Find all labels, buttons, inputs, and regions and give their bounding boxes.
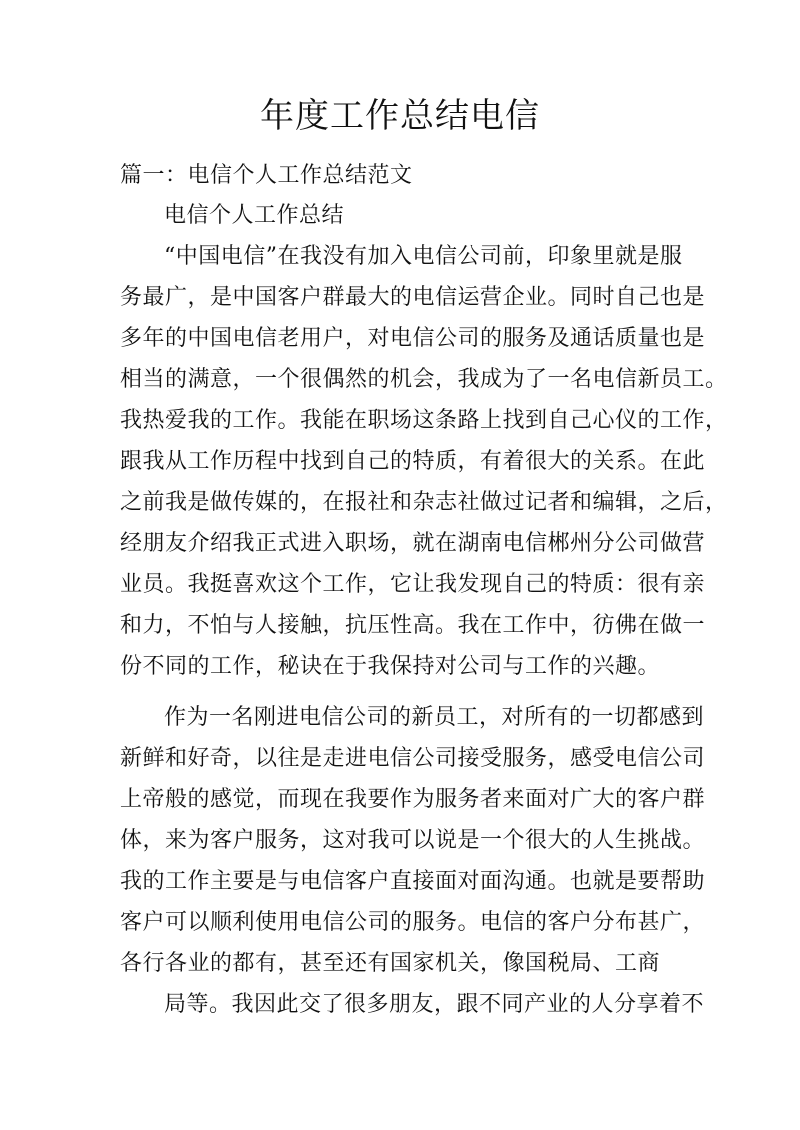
paragraph-line: 作为一名刚进电信公司的新员工，对所有的一切都感到 bbox=[164, 705, 705, 730]
paragraph-line: 我的工作主要是与电信客户直接面对面沟通。也就是要帮助 bbox=[120, 869, 706, 894]
document-title: 年度工作总结电信 bbox=[260, 96, 540, 136]
paragraph-line: 新鲜和好奇，以往是走进电信公司接受服务，感受电信公司 bbox=[120, 746, 706, 771]
paragraph-line: 经朋友介绍我正式进入职场，就在湖南电信郴州分公司做营 bbox=[120, 531, 706, 556]
paragraph-line: 相当的满意，一个很偶然的机会，我成为了一名电信新员工。 bbox=[120, 367, 728, 392]
paragraph-line: 客户可以顺利使用电信公司的服务。电信的客户分布甚广， bbox=[120, 910, 706, 935]
paragraph-line: 上帝般的感觉，而现在我要作为服务者来面对广大的客户群 bbox=[120, 787, 706, 812]
paragraph-line: 体，来为客户服务，这对我可以说是一个很大的人生挑战。 bbox=[120, 828, 706, 853]
paragraph-line: “中国电信”在我没有加入电信公司前，印象里就是服 bbox=[164, 244, 683, 269]
paragraph-line: 局等。我因此交了很多朋友，跟不同产业的人分享着不 bbox=[164, 992, 705, 1017]
paragraph-line: 各行各业的都有，甚至还有国家机关，像国税局、工商 bbox=[120, 951, 661, 976]
paragraph-line: 我热爱我的工作。我能在职场这条路上找到自己心仪的工作， bbox=[120, 408, 728, 433]
paragraph-line: 务最广，是中国客户群最大的电信运营企业。同时自己也是 bbox=[120, 285, 706, 310]
subheading: 电信个人工作总结 bbox=[164, 203, 345, 228]
section-heading: 篇一：电信个人工作总结范文 bbox=[120, 163, 413, 188]
paragraph-line: 多年的中国电信老用户，对电信公司的服务及通话质量也是 bbox=[120, 326, 706, 351]
paragraph-line: 之前我是做传媒的，在报社和杂志社做过记者和编辑，之后， bbox=[120, 490, 728, 515]
paragraph-line: 跟我从工作历程中找到自己的特质，有着很大的关系。在此 bbox=[120, 449, 706, 474]
paragraph-line: 份不同的工作，秘诀在于我保持对公司与工作的兴趣。 bbox=[120, 654, 661, 679]
paragraph-line: 和力，不怕与人接触，抗压性高。我在工作中，彷佛在做一 bbox=[120, 613, 706, 638]
paragraph-line: 业员。我挺喜欢这个工作，它让我发现自己的特质：很有亲 bbox=[120, 572, 706, 597]
